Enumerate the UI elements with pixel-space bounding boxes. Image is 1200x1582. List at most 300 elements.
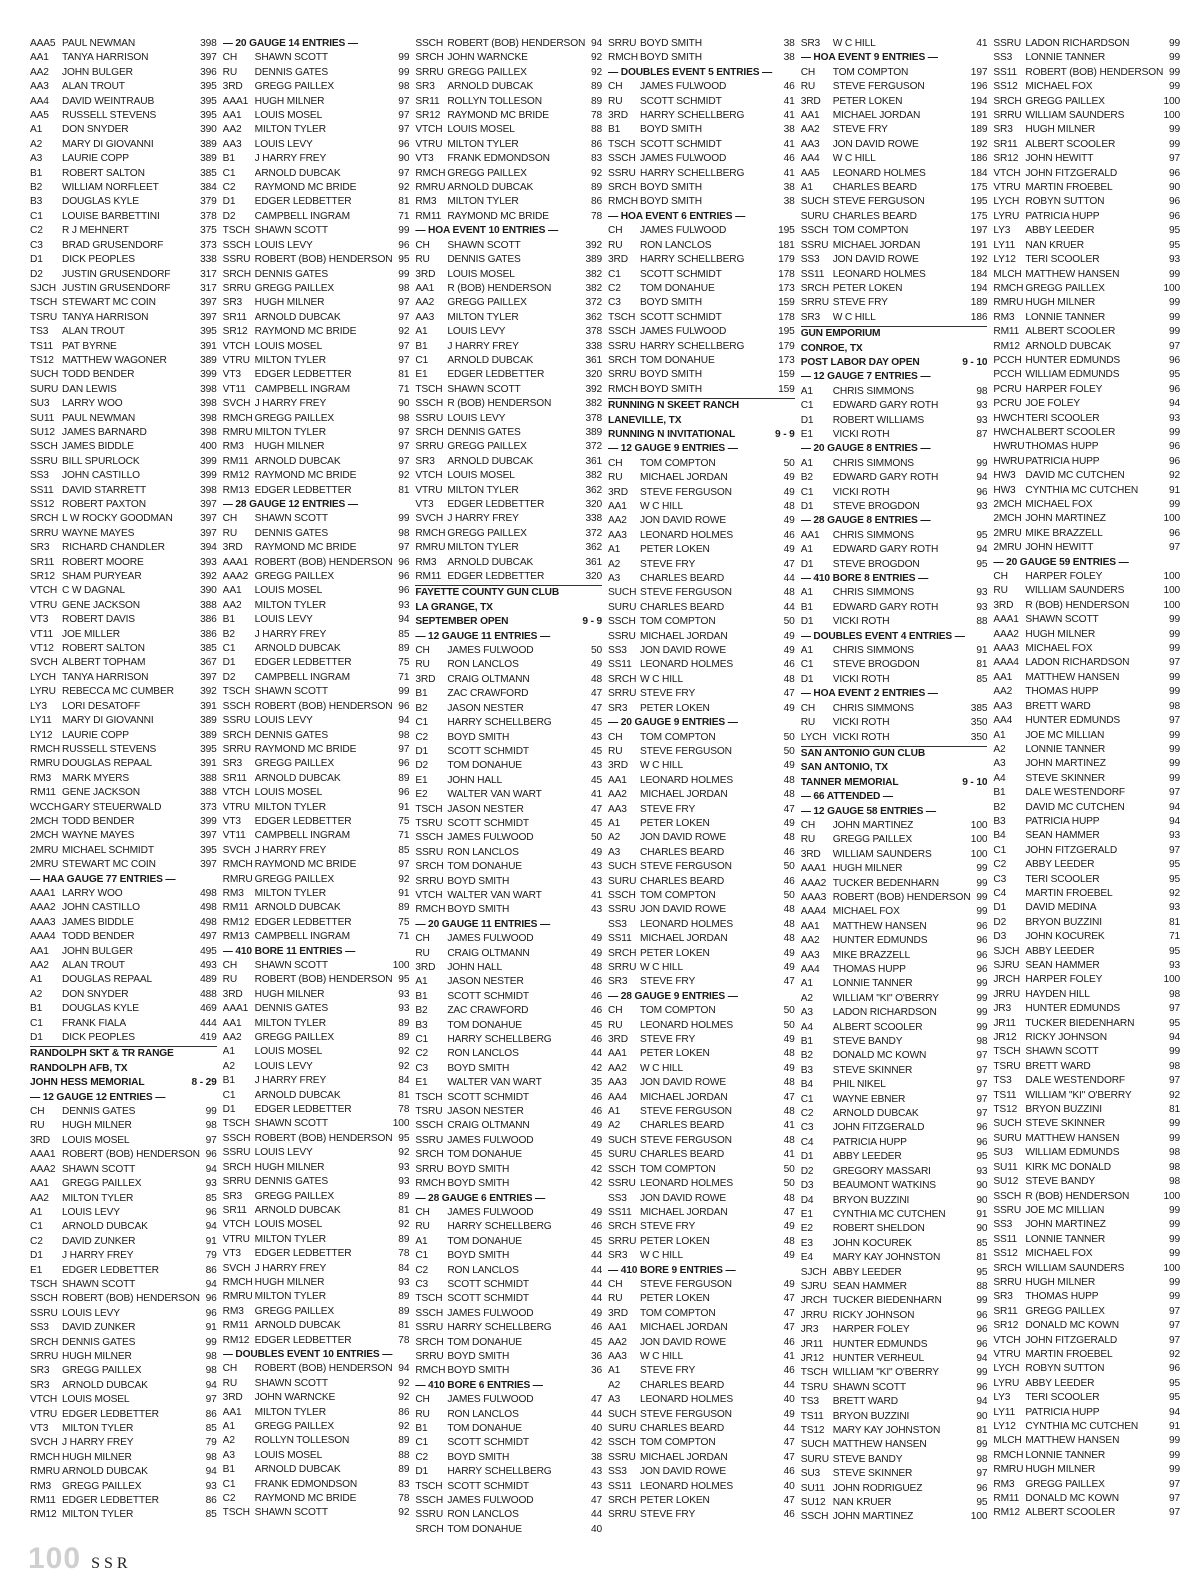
page-number: 100 bbox=[28, 1542, 82, 1575]
shooter-name: PETER LOKEN bbox=[640, 947, 710, 959]
class-code: MLCH bbox=[993, 268, 1022, 280]
shooter-name: TUCKER BEDENHARN bbox=[832, 877, 939, 889]
result-row bbox=[801, 891, 988, 905]
result-row bbox=[801, 253, 988, 267]
shooter-name: MATTHEW HANSEN bbox=[1025, 268, 1120, 280]
class-code: SUCH bbox=[800, 196, 829, 208]
shooter-name: CHRIS SIMMONS bbox=[832, 702, 914, 714]
class-code: RM3 bbox=[222, 441, 244, 453]
result-row bbox=[415, 658, 602, 672]
heading-text: — 20 GAUGE 9 ENTRIES — bbox=[608, 717, 738, 729]
shooter-name: STEVE FRY bbox=[640, 803, 696, 815]
score: 46 bbox=[783, 1466, 795, 1478]
shooter-name: TOM COMPTON bbox=[640, 1437, 716, 1449]
class-code: SRCH bbox=[415, 1149, 444, 1161]
result-row bbox=[223, 1319, 410, 1333]
class-code: B4 bbox=[993, 830, 1006, 842]
shooter-name: JON DAVID ROWE bbox=[640, 645, 727, 657]
class-code: D2 bbox=[30, 268, 43, 280]
class-code: RM11 bbox=[993, 326, 1020, 338]
score: 89 bbox=[398, 643, 410, 655]
score: 49 bbox=[783, 645, 795, 657]
class-code: C1 bbox=[800, 400, 814, 412]
score: 41 bbox=[976, 38, 988, 49]
shooter-name: JUSTIN GRUSENDORF bbox=[62, 282, 171, 294]
result-row bbox=[993, 1406, 1180, 1420]
shooter-name: MILTON TYLER bbox=[254, 801, 326, 813]
result-row bbox=[415, 80, 602, 94]
score: 96 bbox=[205, 1293, 217, 1305]
shooter-name: GREGG PAILLEX bbox=[254, 412, 335, 424]
result-row bbox=[801, 66, 988, 80]
result-row bbox=[415, 368, 602, 382]
score: 94 bbox=[205, 1163, 217, 1175]
class-code: SSCH bbox=[608, 326, 636, 338]
score: 99 bbox=[1168, 643, 1181, 655]
score: 49 bbox=[590, 659, 603, 671]
shooter-name: PATRICIA HUPP bbox=[832, 1136, 907, 1148]
result-row bbox=[30, 959, 217, 973]
shooter-name: JAMES BIDDLE bbox=[62, 441, 134, 453]
result-row bbox=[415, 239, 602, 253]
score: 98 bbox=[398, 282, 410, 294]
result-row bbox=[415, 397, 602, 411]
class-code: SS11 bbox=[800, 268, 825, 280]
class-code: RMCH bbox=[415, 1178, 446, 1190]
score: 48 bbox=[783, 789, 795, 801]
class-code: B2 bbox=[222, 628, 235, 640]
shooter-name: THOMAS HUPP bbox=[1025, 441, 1099, 453]
class-code: C1 bbox=[30, 1221, 43, 1233]
class-code: SRRU bbox=[415, 66, 444, 78]
score: 89 bbox=[398, 1291, 410, 1303]
shooter-name: PATRICIA HUPP bbox=[1025, 1406, 1100, 1418]
section-heading bbox=[415, 630, 602, 644]
result-row bbox=[30, 685, 217, 699]
score: 498 bbox=[200, 902, 217, 914]
class-code: VT3 bbox=[415, 499, 434, 510]
class-code: TSRU bbox=[30, 311, 58, 323]
result-row bbox=[223, 1334, 410, 1348]
section-heading bbox=[30, 1062, 217, 1076]
class-code: RU bbox=[415, 254, 430, 266]
score: 94 bbox=[1168, 815, 1181, 827]
shooter-name: CHARLES BEARD bbox=[640, 875, 725, 887]
result-row bbox=[801, 731, 988, 745]
shooter-name: LORI DESATOFF bbox=[62, 700, 141, 712]
score: 86 bbox=[398, 1406, 410, 1418]
score: 361 bbox=[585, 556, 603, 568]
score: 99 bbox=[1168, 743, 1181, 755]
score: 92 bbox=[398, 1421, 410, 1432]
shooter-name: TOM COMPTON bbox=[640, 889, 716, 901]
result-row bbox=[30, 714, 217, 728]
shooter-name: R (BOB) HENDERSON bbox=[447, 282, 552, 294]
result-row bbox=[993, 1478, 1180, 1492]
shooter-name: MILTON TYLER bbox=[254, 354, 326, 366]
class-code: RM12 bbox=[222, 1334, 250, 1346]
shooter-name: LADON RICHARDSON bbox=[1025, 657, 1130, 669]
result-row bbox=[993, 1334, 1180, 1348]
class-code: A1 bbox=[415, 1235, 428, 1247]
result-row bbox=[801, 529, 988, 543]
score: 49 bbox=[783, 1278, 795, 1290]
class-code: AA1 bbox=[608, 774, 627, 786]
shooter-name: LONNIE TANNER bbox=[1025, 52, 1106, 64]
result-row bbox=[30, 844, 217, 858]
shooter-name: MILTON TYLER bbox=[254, 1406, 326, 1418]
shooter-name: CHRIS SIMMONS bbox=[832, 587, 914, 599]
class-code: SRRU bbox=[30, 1350, 59, 1362]
result-row bbox=[223, 1506, 410, 1520]
score: 44 bbox=[783, 573, 795, 585]
score: 373 bbox=[200, 801, 217, 813]
result-row bbox=[30, 916, 217, 930]
class-code: AA1 bbox=[30, 52, 49, 64]
shooter-name: SHAWN SCOTT bbox=[62, 1163, 136, 1175]
result-row bbox=[223, 340, 410, 354]
class-code: AA2 bbox=[222, 599, 242, 611]
shooter-name: MICHAEL FOX bbox=[832, 906, 900, 918]
shooter-name: ROBERT MOORE bbox=[62, 556, 144, 568]
class-code: SR3 bbox=[30, 1379, 50, 1391]
result-row bbox=[608, 889, 795, 903]
shooter-name: LARRY WOO bbox=[62, 398, 123, 410]
score: 99 bbox=[1168, 1464, 1181, 1476]
shooter-name: W C HILL bbox=[640, 1350, 683, 1362]
result-row bbox=[415, 527, 602, 541]
result-row bbox=[801, 1467, 988, 1481]
class-code: TS11 bbox=[993, 1089, 1017, 1101]
class-code: A3 bbox=[800, 1007, 813, 1019]
result-row bbox=[801, 543, 988, 557]
shooter-name: EDGER LEDBETTER bbox=[254, 815, 352, 827]
score: 197 bbox=[970, 225, 988, 237]
shooter-name: JOE MC MILLIAN bbox=[1025, 1204, 1105, 1216]
score: 95 bbox=[1168, 369, 1181, 381]
result-row bbox=[415, 383, 602, 397]
class-code: TSCH bbox=[415, 803, 443, 815]
score: 399 bbox=[200, 470, 217, 482]
shooter-name: GREGG PAILLEX bbox=[62, 1480, 142, 1492]
class-code: SS3 bbox=[800, 254, 820, 266]
score: 97 bbox=[398, 124, 410, 136]
score: 98 bbox=[976, 1036, 988, 1048]
score: 46 bbox=[783, 846, 795, 858]
score: 40 bbox=[783, 1394, 795, 1406]
shooter-name: HUNTER EDMUNDS bbox=[832, 1338, 928, 1350]
score: 48 bbox=[590, 673, 603, 685]
section-heading bbox=[801, 687, 988, 701]
score: 99 bbox=[1168, 311, 1181, 323]
score: 96 bbox=[398, 700, 410, 712]
result-row bbox=[223, 829, 410, 843]
class-code: A1 bbox=[800, 978, 813, 990]
class-code: VTCH bbox=[415, 124, 443, 136]
result-row bbox=[608, 224, 795, 238]
shooter-name: STEVE SKINNER bbox=[832, 1468, 913, 1480]
class-code: SU3 bbox=[800, 1468, 821, 1480]
class-code: CH bbox=[608, 225, 623, 237]
shooter-name: HUGH MILNER bbox=[254, 441, 325, 453]
score: 49 bbox=[783, 486, 795, 498]
shooter-name: LONNIE TANNER bbox=[832, 978, 913, 990]
class-code: D2 bbox=[415, 760, 429, 772]
class-code: SRCH bbox=[608, 947, 637, 959]
result-row bbox=[608, 1119, 795, 1133]
result-row bbox=[993, 1319, 1180, 1333]
class-code: SS11 bbox=[608, 1480, 632, 1492]
shooter-name: JAMES FULWOOD bbox=[640, 81, 727, 93]
shooter-name: FRANK FIALA bbox=[62, 1017, 127, 1029]
result-row bbox=[993, 1060, 1180, 1074]
result-row bbox=[30, 268, 217, 282]
result-row bbox=[223, 368, 410, 382]
score: 89 bbox=[590, 81, 603, 93]
shooter-name: SCOTT SCHMIDT bbox=[447, 1437, 529, 1449]
result-row bbox=[801, 500, 988, 514]
shooter-name: CYNTHIA MC CUTCHEN bbox=[1025, 1421, 1139, 1432]
result-row bbox=[608, 1508, 795, 1522]
class-code: A1 bbox=[415, 326, 428, 338]
result-row bbox=[223, 988, 410, 1002]
class-code: AAA2 bbox=[800, 877, 827, 889]
score: 94 bbox=[398, 715, 410, 727]
class-code: RU bbox=[415, 1408, 430, 1420]
class-code: SS12 bbox=[993, 1248, 1018, 1260]
score: 83 bbox=[398, 1478, 410, 1490]
class-code: CH bbox=[800, 819, 816, 831]
shooter-name: LOUIS MOSEL bbox=[254, 1046, 323, 1058]
result-row bbox=[801, 1136, 988, 1150]
result-row bbox=[993, 138, 1180, 152]
score: 91 bbox=[205, 1322, 217, 1334]
score: 391 bbox=[200, 700, 217, 712]
shooter-name: ABBY LEEDER bbox=[1025, 1377, 1095, 1389]
result-row bbox=[993, 282, 1180, 296]
result-row bbox=[415, 1494, 602, 1508]
section-heading bbox=[30, 873, 217, 887]
shooter-name: ARNOLD DUBCAK bbox=[254, 902, 341, 914]
result-row bbox=[993, 584, 1180, 598]
result-row bbox=[30, 1177, 217, 1191]
score: 78 bbox=[590, 210, 603, 222]
heading-text: — 12 GAUGE 7 ENTRIES — bbox=[800, 371, 931, 383]
shooter-name: SHAWN SCOTT bbox=[1025, 1046, 1099, 1058]
class-code: RM13 bbox=[222, 931, 250, 943]
class-code: AAA1 bbox=[800, 863, 827, 875]
score: 46 bbox=[590, 1221, 603, 1233]
shooter-name: LEONARD HOLMES bbox=[640, 1019, 734, 1031]
score: 46 bbox=[590, 1322, 603, 1334]
score: 99 bbox=[205, 1336, 217, 1348]
shooter-name: LOUIS LEVY bbox=[254, 614, 313, 626]
result-row bbox=[801, 702, 988, 716]
class-code: AA2 bbox=[30, 1192, 49, 1204]
result-row bbox=[608, 846, 795, 860]
score: 49 bbox=[590, 846, 603, 858]
result-row bbox=[223, 1449, 410, 1463]
results-column bbox=[415, 37, 602, 1537]
shooter-name: GREGORY MASSARI bbox=[832, 1165, 931, 1177]
shooter-name: J HARRY FREY bbox=[254, 1262, 327, 1274]
shooter-name: BOYD SMITH bbox=[447, 731, 510, 743]
result-row bbox=[801, 963, 988, 977]
score: 96 bbox=[1168, 383, 1181, 395]
heading-text: — HOA EVENT 6 ENTRIES — bbox=[608, 210, 746, 222]
class-code: RU bbox=[222, 974, 238, 986]
shooter-name: GREGG PAILLEX bbox=[447, 441, 527, 453]
score: 488 bbox=[200, 988, 217, 1000]
score: 99 bbox=[1168, 268, 1181, 280]
shooter-name: LOUIS MOSEL bbox=[254, 1219, 323, 1231]
score: 97 bbox=[398, 426, 410, 438]
shooter-name: BOYD SMITH bbox=[640, 38, 702, 49]
class-code: CH bbox=[415, 239, 430, 251]
result-row bbox=[993, 829, 1180, 843]
score: 397 bbox=[200, 52, 217, 64]
class-code: AA4 bbox=[993, 715, 1013, 727]
class-code: SRRU bbox=[415, 1163, 444, 1175]
score: 195 bbox=[778, 225, 795, 237]
result-row bbox=[608, 1436, 795, 1450]
class-code: A2 bbox=[993, 743, 1006, 755]
result-row bbox=[223, 1074, 410, 1088]
class-code: SRRU bbox=[608, 1235, 637, 1247]
result-row bbox=[801, 673, 988, 687]
shooter-name: ALAN TROUT bbox=[62, 960, 125, 971]
class-code: SVCH bbox=[222, 398, 251, 410]
class-code: 3RD bbox=[800, 848, 821, 860]
section-heading bbox=[608, 1264, 795, 1278]
section-heading bbox=[608, 399, 795, 413]
result-row bbox=[415, 498, 602, 512]
result-row bbox=[801, 152, 988, 166]
class-code: C2 bbox=[800, 1108, 814, 1120]
result-row bbox=[608, 1422, 795, 1436]
class-code: SS11 bbox=[30, 484, 54, 496]
shooter-name: CAMPBELL INGRAM bbox=[254, 383, 350, 395]
result-row bbox=[30, 642, 217, 656]
score: 45 bbox=[590, 1149, 603, 1161]
class-code: B1 bbox=[222, 153, 235, 165]
shooter-name: JON DAVID ROWE bbox=[640, 832, 727, 844]
class-code: A3 bbox=[608, 1394, 621, 1406]
result-row bbox=[608, 1076, 795, 1090]
event-date: 9 - 9 bbox=[775, 428, 795, 440]
score: 96 bbox=[976, 1122, 988, 1134]
class-code: C2 bbox=[415, 1451, 429, 1463]
shooter-name: SHAWN SCOTT bbox=[447, 239, 521, 251]
result-row bbox=[223, 757, 410, 771]
shooter-name: BOYD SMITH bbox=[447, 904, 510, 916]
shooter-name: ABBY LEEDER bbox=[1025, 859, 1095, 871]
class-code: RU bbox=[222, 66, 238, 78]
class-code: B2 bbox=[415, 702, 428, 714]
score: 92 bbox=[398, 326, 410, 338]
shooter-name: LOUIS LEVY bbox=[254, 138, 313, 150]
class-code: D1 bbox=[800, 616, 814, 628]
result-row bbox=[223, 181, 410, 195]
result-row bbox=[608, 123, 795, 137]
result-row bbox=[30, 138, 217, 152]
score: 46 bbox=[783, 529, 795, 541]
score: 49 bbox=[783, 1250, 795, 1262]
result-row bbox=[223, 1391, 410, 1405]
result-row bbox=[223, 1247, 410, 1261]
result-row bbox=[608, 615, 795, 629]
shooter-name: JAMES FULWOOD bbox=[640, 326, 727, 338]
shooter-name: LAURIE COPP bbox=[62, 153, 129, 165]
class-code: SSCH bbox=[608, 153, 636, 165]
shooter-name: STEVE FERGUSON bbox=[640, 861, 732, 873]
class-code: C2 bbox=[415, 1048, 429, 1060]
class-code: LY12 bbox=[993, 254, 1016, 266]
class-code: SSRU bbox=[222, 715, 251, 727]
score: 99 bbox=[1168, 1276, 1181, 1288]
class-code: SSCH bbox=[222, 1132, 251, 1144]
shooter-name: EDGER LEDBETTER bbox=[254, 369, 352, 381]
heading-text: — HOA EVENT 9 ENTRIES — bbox=[800, 52, 938, 64]
results-column bbox=[608, 37, 795, 1537]
score: 93 bbox=[398, 988, 410, 1000]
class-code: A1 bbox=[222, 1421, 235, 1432]
shooter-name: WILLIAM EDMUNDS bbox=[1025, 369, 1120, 381]
score: 99 bbox=[398, 268, 410, 280]
score: 96 bbox=[398, 585, 410, 597]
score: 75 bbox=[398, 815, 410, 827]
class-code: A1 bbox=[415, 976, 428, 988]
result-row bbox=[993, 239, 1180, 253]
heading-text: — 410 BORE 9 ENTRIES — bbox=[608, 1264, 736, 1276]
score: 47 bbox=[783, 1437, 795, 1449]
shooter-name: ABBY LEEDER bbox=[832, 1151, 902, 1163]
class-code: TS3 bbox=[993, 1075, 1012, 1087]
shooter-name: WILLIAM "KI" O'BERRY bbox=[832, 1367, 939, 1379]
shooter-name: STEVE FRY bbox=[640, 1509, 696, 1521]
class-code: SSRU bbox=[608, 1451, 636, 1463]
score: 49 bbox=[590, 1120, 603, 1132]
score: 388 bbox=[200, 599, 217, 611]
shooter-name: GREGG PAILLEX bbox=[1025, 1305, 1105, 1317]
score: 71 bbox=[1168, 931, 1181, 943]
result-row bbox=[993, 37, 1180, 51]
result-row bbox=[415, 51, 602, 65]
score: 97 bbox=[1168, 1493, 1181, 1505]
score: 96 bbox=[976, 920, 988, 932]
shooter-name: TOM DONAHUE bbox=[447, 1149, 522, 1161]
score: 50 bbox=[783, 1005, 795, 1017]
shooter-name: CHARLES BEARD bbox=[640, 1379, 725, 1391]
score: 97 bbox=[205, 1134, 217, 1146]
score: 90 bbox=[976, 1180, 988, 1192]
score: 96 bbox=[976, 1338, 988, 1350]
result-row bbox=[415, 1292, 602, 1306]
shooter-name: BRAD GRUSENDORF bbox=[62, 239, 164, 251]
score: 46 bbox=[783, 659, 795, 671]
result-row bbox=[30, 527, 217, 541]
score: 95 bbox=[1168, 1377, 1181, 1389]
shooter-name: DONALD MC KOWN bbox=[1025, 1493, 1119, 1505]
class-code: A1 bbox=[608, 1365, 621, 1377]
heading-text: — 28 GAUGE 9 ENTRIES — bbox=[608, 990, 738, 1002]
shooter-name: JOHN KOCUREK bbox=[1025, 931, 1105, 943]
shooter-name: ROBERT (BOB) HENDERSON bbox=[1025, 66, 1164, 78]
class-code: SSRU bbox=[222, 254, 251, 266]
class-code: B1 bbox=[800, 601, 813, 613]
shooter-name: PETER LOKEN bbox=[640, 1293, 710, 1305]
result-row bbox=[993, 195, 1180, 209]
